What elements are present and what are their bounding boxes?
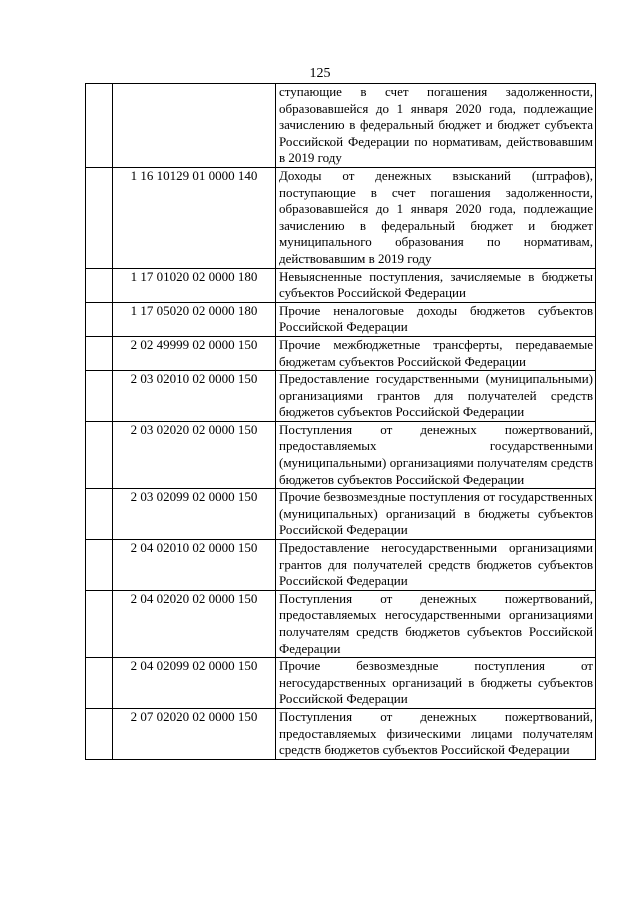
table-row [86,540,596,591]
budget-code: 2 04 02020 02 0000 150 [113,590,276,657]
revenue-description: Невыясненные поступления, зачисляемые в бюджеты субъектов Российской Федерации [276,268,596,302]
table-row [86,84,596,168]
revenue-description: ступающие в счет погашения задолженности, образовавшейся до 1 января 2020 года, подлежащие зачислению в федеральный бюджет и бюджет субъекта Российской Федерации по нормативам, действовавшим в 2019 году [276,84,596,168]
table-row [86,167,596,268]
table-cell-empty [86,371,113,422]
table-cell-empty [86,336,113,370]
revenue-description: Поступления от денежных пожертвований, предоставляемых негосударственными организациями получателям средств бюджетов субъектов Российской Федерации [276,590,596,657]
budget-code: 2 03 02020 02 0000 150 [113,421,276,488]
budget-code: 2 04 02099 02 0000 150 [113,658,276,709]
revenue-description: Прочие неналоговые доходы бюджетов субъектов Российской Федерации [276,302,596,336]
budget-code [113,84,276,168]
table-cell-empty [86,658,113,709]
budget-code: 1 17 01020 02 0000 180 [113,268,276,302]
revenue-description: Предоставление государственными (муниципальными) организациями грантов для получателей средств бюджетов субъектов Российской Федерации [276,371,596,422]
table-cell-empty [86,489,113,540]
table-cell-empty [86,302,113,336]
revenue-description: Прочие безвозмездные поступления от государственных (муниципальных) организаций в бюджеты субъектов Российской Федерации [276,489,596,540]
table-cell-empty [86,167,113,268]
budget-code: 2 03 02010 02 0000 150 [113,371,276,422]
table-row [86,590,596,657]
budget-codes-table [85,83,596,760]
revenue-description: Предоставление негосударственными организациями грантов для получателей средств бюджетов субъектов Российской Федерации [276,540,596,591]
table-row [86,658,596,709]
table-row [86,708,596,759]
revenue-description: Поступления от денежных пожертвований, предоставляемых государственными (муниципальными) организациями получателям средств бюджетов субъектов Российской Федерации [276,421,596,488]
table-row [86,421,596,488]
table-cell-empty [86,268,113,302]
table-row [86,268,596,302]
table-row [86,489,596,540]
revenue-description: Поступления от денежных пожертвований, предоставляемых физическими лицами получателям средств бюджетов субъектов Российской Федерации [276,708,596,759]
table-row [86,336,596,370]
table-cell-empty [86,421,113,488]
revenue-description: Прочие межбюджетные трансферты, передаваемые бюджетам субъектов Российской Федерации [276,336,596,370]
budget-code: 2 07 02020 02 0000 150 [113,708,276,759]
budget-code: 1 16 10129 01 0000 140 [113,167,276,268]
budget-code: 1 17 05020 02 0000 180 [113,302,276,336]
table-cell-empty [86,84,113,168]
table-cell-empty [86,708,113,759]
budget-code: 2 02 49999 02 0000 150 [113,336,276,370]
revenue-description: Доходы от денежных взысканий (штрафов), поступающие в счет погашения задолженности, образовавшейся до 1 января 2020 года, подлежащие зачислению в федеральный бюджет и бюджет муниципального образования по нормативам, действовавшим в 2019 году [276,167,596,268]
budget-code: 2 03 02099 02 0000 150 [113,489,276,540]
table-row [86,302,596,336]
revenue-description: Прочие безвозмездные поступления от негосударственных организаций в бюджеты субъектов Российской Федерации [276,658,596,709]
page-number: 125 [309,66,331,81]
table-row [86,371,596,422]
budget-code: 2 04 02010 02 0000 150 [113,540,276,591]
table-cell-empty [86,540,113,591]
table-cell-empty [86,590,113,657]
